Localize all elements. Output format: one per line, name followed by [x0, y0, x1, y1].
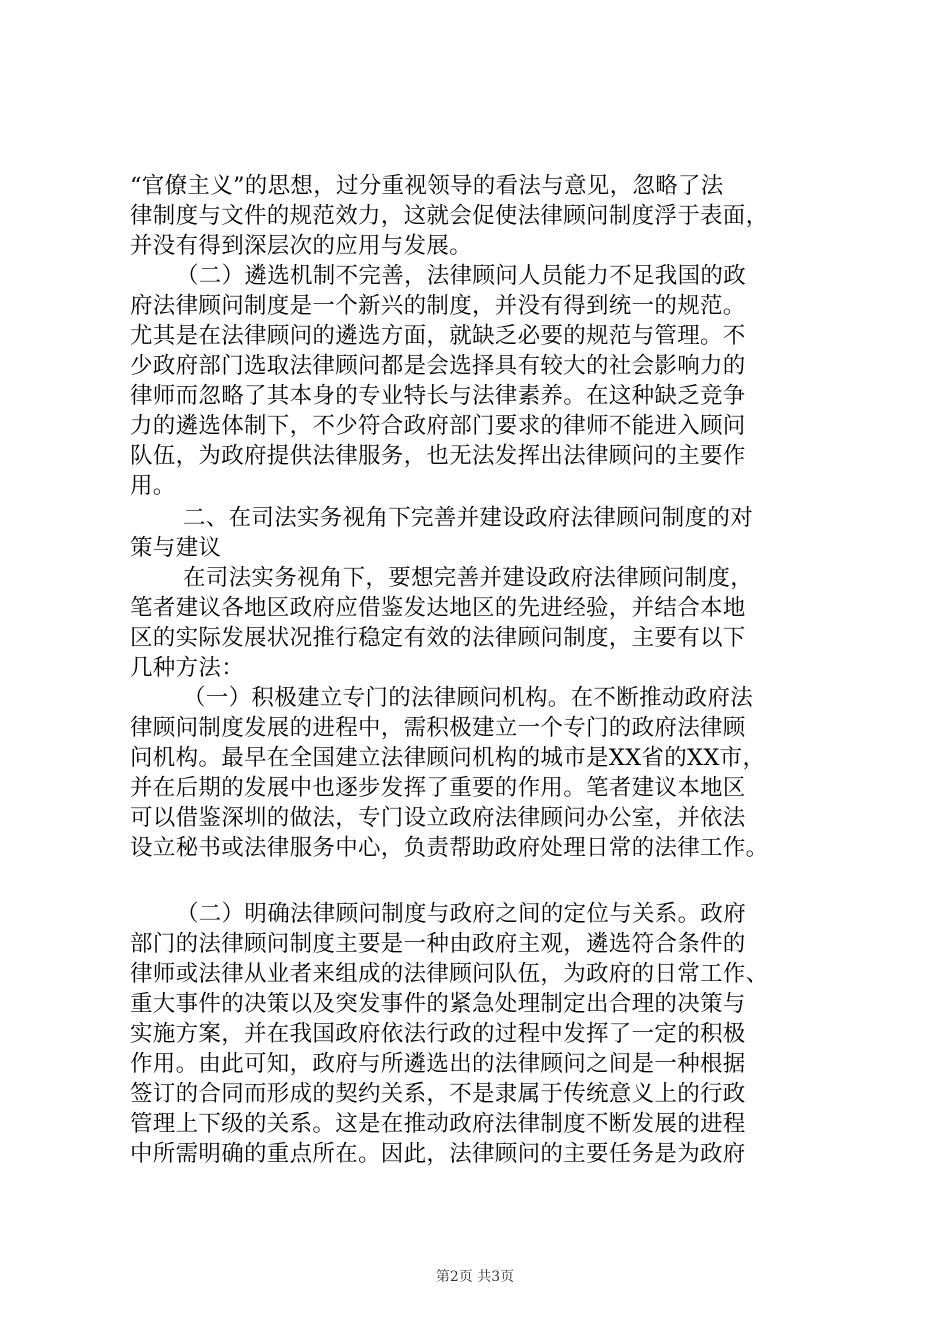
section-heading: 二、在司法实务视角下完善并建设政府法律顾问制度的对 — [183, 505, 754, 531]
paragraph-line: 在司法实务视角下，要想完善并建设政府法律顾问制度， — [183, 565, 754, 591]
paragraph-line: 管理上下级的关系。这是在推动政府法律制度不断发展的进程 — [130, 1111, 746, 1137]
paragraph-line: 几种方法： — [130, 655, 245, 681]
paragraph-line: 律顾问制度发展的进程中，需积极建立一个专门的政府法律顾 — [130, 715, 746, 741]
paragraph-line: 力的遴选体制下，不少符合政府部门要求的律师不能进入顾问 — [130, 413, 746, 439]
paragraph-line: 笔者建议各地区政府应借鉴发达地区的先进经验，并结合本地 — [130, 595, 746, 621]
paragraph-line: 实施方案，并在我国政府依法行政的过程中发挥了一定的积极 — [130, 1021, 746, 1047]
paragraph-line: （二）遴选机制不完善，法律顾问人员能力不足我国的政 — [176, 263, 747, 289]
paragraph-line: 中所需明确的重点所在。因此，法律顾问的主要任务是为政府 — [130, 1141, 746, 1167]
paragraph-line: 部门的法律顾问制度主要是一种由政府主观，遴选符合条件的 — [130, 931, 746, 957]
paragraph-line: 并在后期的发展中也逐步发挥了重要的作用。笔者建议本地区 — [130, 775, 746, 801]
section-heading: 策与建议 — [130, 535, 222, 561]
paragraph-line: 尤其是在法律顾问的遴选方面，就缺乏必要的规范与管理。不 — [130, 323, 746, 349]
paragraph-line: 少政府部门选取法律顾问都是会选择具有较大的社会影响力的 — [130, 353, 746, 379]
paragraph-line: 并没有得到深层次的应用与发展。 — [130, 233, 473, 259]
paragraph-line: 签订的合同而形成的契约关系，不是隶属于传统意义上的行政 — [130, 1081, 746, 1107]
paragraph-line: 区的实际发展状况推行稳定有效的法律顾问制度，主要有以下 — [130, 625, 746, 651]
paragraph-line: 律师或法律从业者来组成的法律顾问队伍，为政府的日常工作、 — [130, 961, 769, 987]
paragraph-line: “官僚主义”的思想，过分重视领导的看法与意见，忽略了法 — [130, 173, 724, 199]
paragraph-line: （二）明确法律顾问制度与政府之间的定位与关系。政府 — [176, 901, 747, 927]
paragraph-line: 用。 — [130, 473, 176, 499]
paragraph-line: 作用。由此可知，政府与所遴选出的法律顾问之间是一种根据 — [130, 1051, 746, 1077]
page-number-footer: 第2页 共3页 — [435, 1269, 515, 1285]
paragraph-line: 律师而忽略了其本身的专业特长与法律素养。在这种缺乏竞争 — [130, 383, 746, 409]
paragraph-line: 设立秘书或法律服务中心，负责帮助政府处理日常的法律工作。 — [130, 835, 769, 861]
paragraph-line: 府法律顾问制度是一个新兴的制度，并没有得到统一的规范。 — [130, 293, 746, 319]
paragraph-line: 重大事件的决策以及突发事件的紧急处理制定出合理的决策与 — [130, 991, 746, 1017]
paragraph-line: （一）积极建立专门的法律顾问机构。在不断推动政府法 — [183, 685, 754, 711]
paragraph-line: 可以借鉴深圳的做法，专门设立政府法律顾问办公室，并依法 — [130, 805, 746, 831]
paragraph-line: 律制度与文件的规范效力，这就会促使法律顾问制度浮于表面， — [130, 203, 769, 229]
paragraph-line: 队伍，为政府提供法律服务，也无法发挥出法律顾问的主要作 — [130, 443, 746, 469]
paragraph-line: 问机构。最早在全国建立法律顾问机构的城市是XX省的XX市， — [130, 745, 766, 771]
